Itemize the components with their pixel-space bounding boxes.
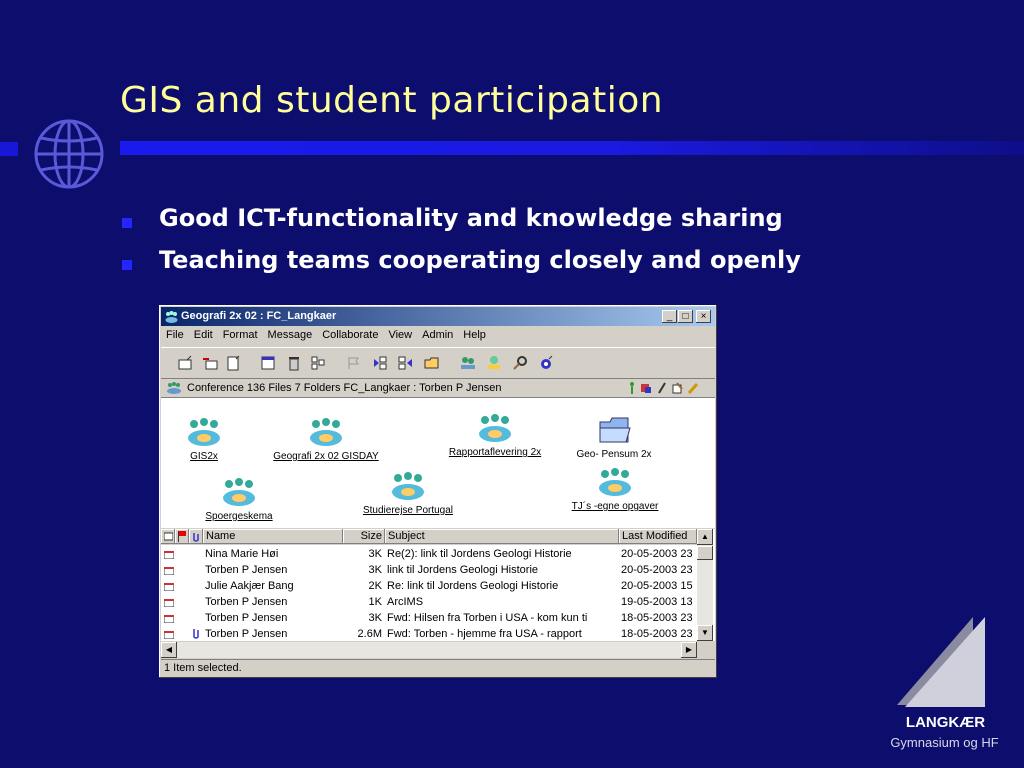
menu-file[interactable]: File bbox=[166, 329, 184, 341]
app-window bbox=[159, 305, 717, 678]
table-row[interactable] bbox=[161, 546, 697, 562]
message-list-header bbox=[161, 529, 697, 545]
envelope-icon bbox=[164, 614, 174, 626]
scroll-thumb[interactable] bbox=[697, 546, 713, 560]
table-row[interactable] bbox=[161, 594, 697, 610]
desktop-icon-geo-pensum[interactable] bbox=[549, 414, 679, 460]
row-subject: Re(2): link til Jordens Geologi Historie bbox=[387, 548, 572, 560]
column-attachment-header[interactable] bbox=[189, 529, 203, 544]
flag-icon[interactable] bbox=[345, 354, 363, 372]
row-subject: Fwd: Hilsen fra Torben i USA - kom kun ti bbox=[387, 612, 588, 624]
row-name: Torben P Jensen bbox=[205, 564, 288, 576]
info-bar bbox=[161, 379, 715, 398]
conference-desktop bbox=[161, 398, 715, 528]
row-subject: ArcIMS bbox=[387, 596, 424, 608]
properties-icon[interactable] bbox=[309, 354, 327, 372]
table-row[interactable] bbox=[161, 578, 697, 594]
status-text: 1 Item selected. bbox=[164, 662, 242, 674]
folder-up-icon[interactable] bbox=[423, 354, 441, 372]
row-size: 2.6M bbox=[357, 628, 382, 640]
next-icon[interactable] bbox=[397, 354, 415, 372]
logo-name: LANGKÆR bbox=[905, 714, 986, 731]
minimize-button[interactable]: _ bbox=[662, 310, 677, 323]
row-name: Torben P Jensen bbox=[205, 612, 288, 624]
conference-icon bbox=[186, 418, 222, 448]
users-icon[interactable] bbox=[485, 354, 503, 372]
envelope-icon bbox=[164, 598, 174, 610]
desktop-icon-label: TJ´s -egne opgaver bbox=[571, 501, 659, 512]
logo-subtitle: Gymnasium og HF bbox=[890, 735, 999, 750]
row-name: Nina Marie Høi bbox=[205, 548, 279, 560]
menu-help[interactable]: Help bbox=[463, 329, 486, 341]
row-size: 2K bbox=[368, 580, 382, 592]
desktop-icon-label: Geo- Pensum 2x bbox=[576, 449, 652, 460]
row-date: 20-05-2003 23 bbox=[621, 564, 693, 576]
envelope-icon bbox=[164, 630, 174, 642]
envelope-icon bbox=[164, 566, 174, 578]
column-size-header[interactable]: Size bbox=[343, 529, 385, 544]
menu-collaborate[interactable]: Collaborate bbox=[322, 329, 379, 341]
conference-icon bbox=[597, 468, 633, 498]
column-flag-header[interactable] bbox=[175, 529, 189, 544]
menu-bar bbox=[161, 327, 715, 345]
menu-edit[interactable]: Edit bbox=[193, 329, 213, 341]
conference-app-icon bbox=[164, 309, 179, 324]
row-subject: Fwd: Torben - hjemme fra USA - rapport bbox=[387, 628, 582, 640]
info-bar-tools-icon[interactable] bbox=[627, 381, 707, 395]
search-icon[interactable] bbox=[511, 354, 529, 372]
column-date-header[interactable]: Last Modified bbox=[619, 529, 697, 544]
row-size: 3K bbox=[368, 548, 382, 560]
scroll-left-icon[interactable]: ◀ bbox=[161, 642, 177, 658]
bullet-text: Good ICT-functionality and knowledge sharing bbox=[159, 204, 783, 232]
row-date: 19-05-2003 13 bbox=[621, 596, 693, 608]
scroll-down-icon[interactable]: ▼ bbox=[697, 625, 713, 641]
title-rule bbox=[120, 141, 1024, 155]
menu-view[interactable]: View bbox=[388, 329, 413, 341]
history-icon[interactable] bbox=[537, 354, 555, 372]
envelope-icon bbox=[164, 532, 173, 541]
folder-icon bbox=[596, 414, 632, 446]
column-subject-header[interactable]: Subject bbox=[385, 529, 619, 544]
row-size: 3K bbox=[368, 612, 382, 624]
menu-admin[interactable]: Admin bbox=[422, 329, 454, 341]
bullet-text: Teaching teams cooperating closely and openly bbox=[159, 246, 801, 274]
table-row[interactable] bbox=[161, 626, 697, 642]
message-list bbox=[161, 529, 715, 641]
scroll-up-icon[interactable]: ▲ bbox=[697, 529, 713, 545]
title-rule-left bbox=[0, 142, 18, 156]
toolbar bbox=[161, 347, 715, 379]
desktop-icon-label: GIS2x bbox=[190, 451, 218, 462]
window-title: Geografi 2x 02 : FC_Langkaer bbox=[181, 310, 337, 322]
envelope-icon bbox=[164, 550, 174, 562]
desktop-icon-label: Spoergeskema bbox=[205, 511, 273, 522]
info-bar-text: Conference 136 Files 7 Folders FC_Langkaer : Torben P Jensen bbox=[187, 382, 502, 394]
row-date: 20-05-2003 15 bbox=[621, 580, 693, 592]
row-name: Torben P Jensen bbox=[205, 628, 288, 640]
row-date: 18-05-2003 23 bbox=[621, 628, 693, 640]
row-name: Torben P Jensen bbox=[205, 596, 288, 608]
desktop-icon-studierejse[interactable] bbox=[343, 472, 473, 516]
column-type-header[interactable] bbox=[161, 529, 175, 544]
desktop-icon-label: Studierejse Portugal bbox=[362, 505, 454, 516]
previous-icon[interactable] bbox=[371, 354, 389, 372]
who-icon[interactable] bbox=[459, 354, 477, 372]
paperclip-icon bbox=[192, 627, 200, 642]
desktop-icon-spoergeskema[interactable] bbox=[174, 478, 304, 522]
new-message-icon[interactable] bbox=[177, 354, 195, 372]
desktop-icon-gisday[interactable] bbox=[261, 418, 391, 462]
conference-icon bbox=[166, 381, 182, 395]
row-subject: Re: link til Jordens Geologi Historie bbox=[387, 580, 559, 592]
langkaer-logo-icon bbox=[895, 615, 990, 710]
table-row[interactable] bbox=[161, 610, 697, 626]
bullet-square-icon bbox=[122, 218, 132, 228]
maximize-button[interactable]: □ bbox=[678, 310, 693, 323]
close-button[interactable]: × bbox=[696, 310, 711, 323]
conference-icon bbox=[221, 478, 257, 508]
scroll-right-icon[interactable]: ▶ bbox=[681, 642, 697, 658]
globe-icon bbox=[33, 118, 105, 190]
conference-icon bbox=[477, 414, 513, 444]
desktop-icon-label: Geografi 2x 02 GISDAY bbox=[273, 451, 379, 462]
bullet-square-icon bbox=[122, 260, 132, 270]
vertical-scrollbar[interactable] bbox=[697, 529, 713, 641]
column-name-header[interactable]: Name bbox=[203, 529, 343, 544]
table-row[interactable] bbox=[161, 562, 697, 578]
new-document-icon[interactable] bbox=[225, 354, 243, 372]
open-icon[interactable] bbox=[259, 354, 277, 372]
flag-icon bbox=[178, 531, 186, 542]
desktop-icon-gis2x[interactable] bbox=[139, 418, 269, 462]
trash-icon[interactable] bbox=[285, 354, 303, 372]
row-name: Julie Aakjær Bang bbox=[205, 580, 294, 592]
row-date: 18-05-2003 23 bbox=[621, 612, 693, 624]
reply-icon[interactable] bbox=[201, 354, 219, 372]
menu-format[interactable]: Format bbox=[222, 329, 258, 341]
envelope-icon bbox=[164, 582, 174, 594]
row-date: 20-05-2003 23 bbox=[621, 548, 693, 560]
window-titlebar[interactable] bbox=[161, 307, 715, 326]
slide-title: GIS and student participation bbox=[120, 80, 664, 121]
desktop-icon-rapportaflevering[interactable] bbox=[430, 414, 560, 458]
row-size: 1K bbox=[368, 596, 382, 608]
desktop-icon-tj-egne-opgaver[interactable] bbox=[550, 468, 680, 512]
status-bar bbox=[161, 659, 715, 677]
paperclip-icon bbox=[192, 531, 200, 542]
conference-icon bbox=[308, 418, 344, 448]
horizontal-scrollbar[interactable] bbox=[161, 642, 697, 658]
row-size: 3K bbox=[368, 564, 382, 576]
conference-icon bbox=[390, 472, 426, 502]
desktop-icon-label: Rapportaflevering 2x bbox=[448, 447, 542, 458]
menu-message[interactable]: Message bbox=[267, 329, 313, 341]
row-subject: link til Jordens Geologi Historie bbox=[387, 564, 539, 576]
